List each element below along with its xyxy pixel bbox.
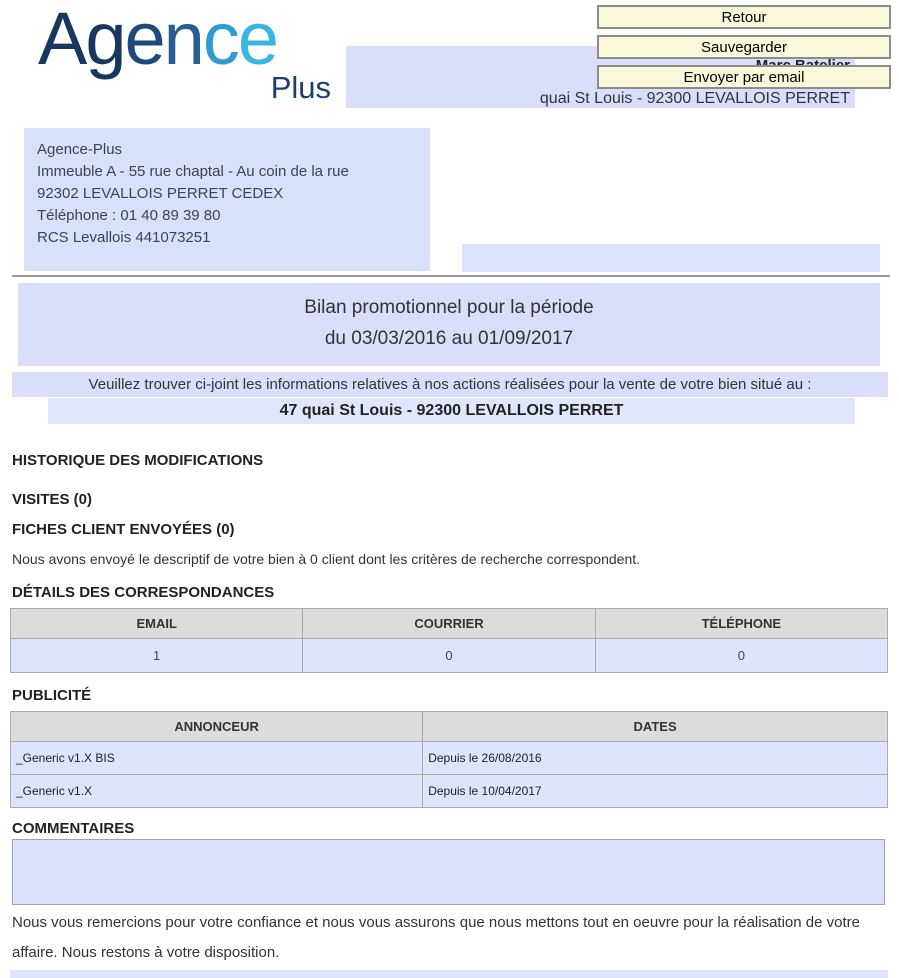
email-count-cell: 1 (11, 639, 303, 673)
dates-cell: Depuis le 10/04/2017 (423, 775, 888, 808)
agence-plus-logo (38, 0, 333, 104)
annonceur-cell: _Generic v1.X BIS (11, 742, 423, 775)
logo-letter: e (237, 0, 277, 80)
agency-phone: Téléphone : 01 40 89 39 80 (37, 207, 221, 224)
logo-subtitle: Plus (270, 70, 331, 105)
agency-city: 92302 LEVALLOIS PERRET CEDEX (37, 185, 284, 202)
logo-letter: e (124, 0, 164, 80)
agency-name: Agence-Plus (37, 141, 123, 158)
fiches-client-heading: FICHES CLIENT ENVOYÉES (0) (12, 521, 235, 538)
report-title-box (18, 283, 880, 366)
agency-street: Immeuble A - 55 rue chaptal - Au coin de la rue (37, 163, 349, 180)
agency-rcs: RCS Levallois 441073251 (37, 229, 211, 246)
publicite-table (10, 711, 888, 808)
section-divider (12, 275, 890, 277)
commentaires-heading: COMMENTAIRES (12, 820, 135, 837)
logo-letter: n (163, 0, 203, 80)
dates-cell: Depuis le 26/08/2016 (423, 742, 888, 775)
logo-letter: g (85, 0, 125, 80)
table-row (11, 742, 888, 775)
publicite-heading: PUBLICITÉ (12, 687, 92, 704)
closing-text: Nous vous remercions pour votre confiance et nous vous assurons que nous mettons tout en oeuvre pour la réalisation de votre affaire. Nous restons à votre disposition. (12, 914, 860, 961)
courrier-count-cell: 0 (303, 639, 595, 673)
agency-info-block (24, 128, 430, 271)
logo-wordmark (38, 0, 333, 78)
table-row (11, 775, 888, 808)
table-header-row (11, 712, 888, 742)
report-title-line1: Bilan promotionnel pour la période (304, 297, 594, 318)
email-column-header: EMAIL (11, 609, 303, 639)
sauvegarder-button[interactable]: Sauvegarder (597, 35, 891, 59)
report-intro-band: Veuillez trouver ci-joint les informations relatives à nos actions réalisées pour la vente de votre bien situé au : (12, 372, 888, 397)
correspondances-heading: DÉTAILS DES CORRESPONDANCES (12, 584, 275, 601)
envoyer-par-email-button[interactable]: Envoyer par email (597, 65, 891, 89)
logo-letter: A (38, 0, 86, 80)
commentaires-input[interactable] (12, 839, 885, 905)
bottom-section-strip (10, 970, 888, 978)
fiches-note-text: Nous avons envoyé le descriptif de votre bien à 0 client dont les critères de recherche correspondent. (12, 551, 641, 567)
correspondances-table (10, 608, 888, 673)
table-row (11, 639, 888, 673)
table-header-row (11, 609, 888, 639)
courrier-column-header: COURRIER (303, 609, 595, 639)
report-title-line2: du 03/03/2016 au 01/09/2017 (324, 328, 574, 349)
annonceur-column-header: ANNONCEUR (11, 712, 423, 742)
property-address-band: 47 quai St Louis - 92300 LEVALLOIS PERRET (48, 398, 855, 424)
dates-column-header: DATES (423, 712, 888, 742)
visites-heading: VISITES (0) (12, 491, 93, 508)
telephone-count-cell: 0 (595, 639, 887, 673)
empty-field-box (462, 244, 880, 272)
telephone-column-header: TÉLÉPHONE (595, 609, 887, 639)
recipient-address: quai St Louis - 92300 LEVALLOIS PERRET (539, 90, 850, 107)
annonceur-cell: _Generic v1.X (11, 775, 423, 808)
historique-heading: HISTORIQUE DES MODIFICATIONS (12, 452, 264, 469)
retour-button[interactable]: Retour (597, 5, 891, 29)
logo-letter: c (202, 0, 238, 80)
